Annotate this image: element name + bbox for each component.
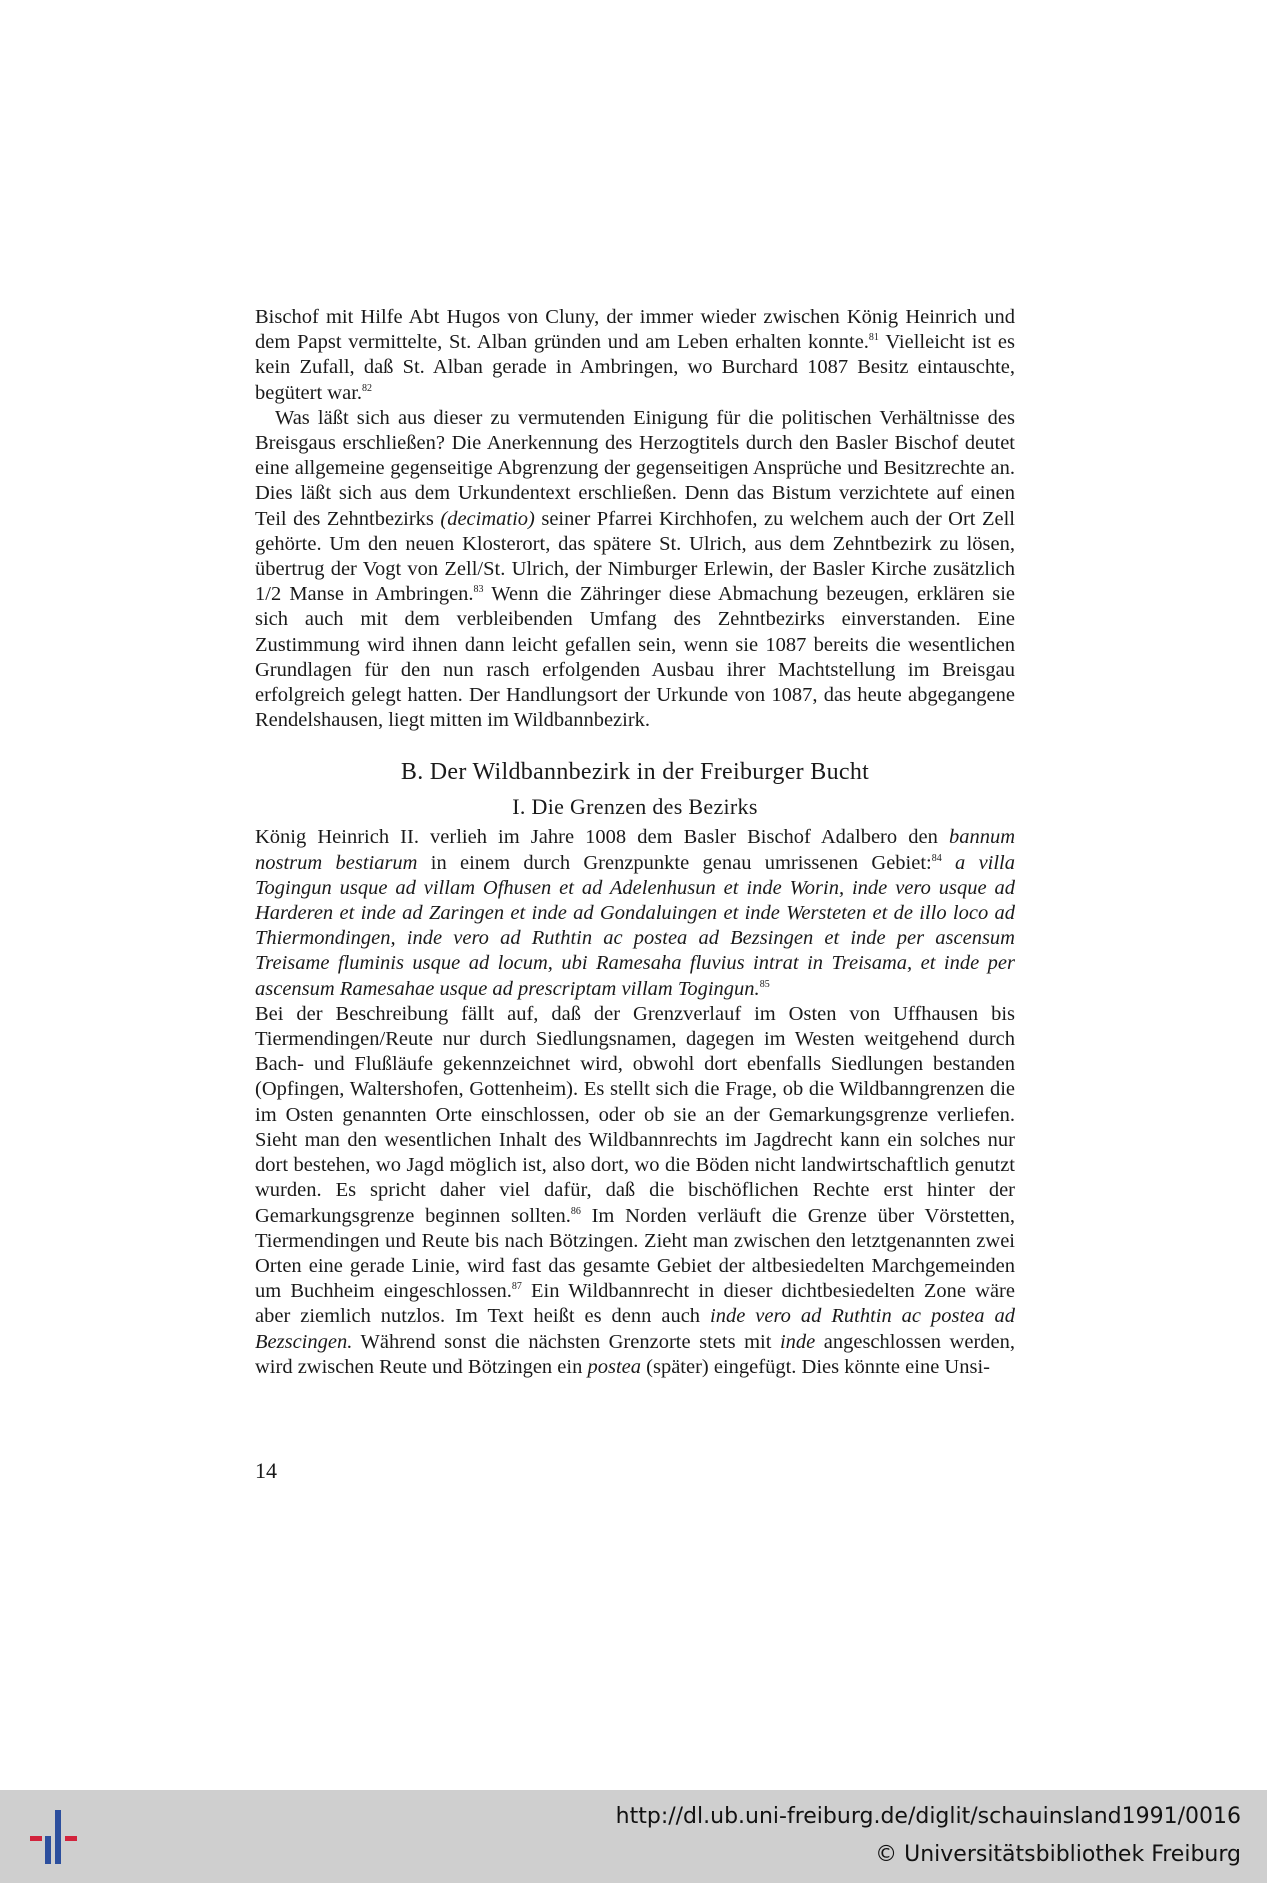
italic-term: (decimatio) [440, 507, 535, 530]
page-number: 14 [255, 1458, 277, 1483]
text-run: angeschlossen werden, wird zwischen Reute und Bötzingen ein [255, 1330, 1016, 1378]
paragraph-4 [255, 1002, 1015, 1380]
text-run: (später) eingefügt. Dies könnte eine Unsi- [641, 1355, 990, 1378]
ub-freiburg-logo-icon[interactable] [30, 1806, 82, 1868]
text-run: Bei der Beschreibung fällt auf, daß der Grenzverlauf im Osten von Uffhausen bis Tiermendingen/Reute nur durch Siedlungsnamen, dagegen im Westen weitgehend durch Bach- und Flußläufe gekennzeichnet wird, obwohl dort ebenfalls Siedlungen bestanden (Opfingen, Waltershofen, Gottenheim). Es stellt sich die Frage, ob die Wildbanngrenzen die im Osten genannten Orte einschlossen, oder ob sie an der Gemarkungsgrenze verliefen. Sieht man den wesentlichen Inhalt des Wildbannrechts im Jagdrecht kann ein solches nur dort bestehen, wo Jagd möglich ist, also dort, wo die Böden nicht landwirtschaftlich genutzt wurden. Es spricht daher viel dafür, daß die bischöflichen Rechte erst hinter der Gemarkungsgrenze beginnen sollten. [255, 1002, 1015, 1227]
italic-term: postea [587, 1355, 642, 1378]
body-text [255, 305, 1015, 1380]
text-run: Wenn die Zähringer diese Abmachung bezeugen, erklären sie sich auch mit dem verbleibenden Umfang des Zehntbezirks einverstanden. Eine Zustimmung wird ihnen dann leicht gefallen sein, wenn sie 1087 bereits die wesentlichen Grundlagen für den nun rasch erfolgenden Ausbau ihrer Machtstellung im Breisgau erfolgreich gelegt hatten. Der Handlungsort der Urkunde von 1087, das heute abgegangene Rendelshausen, liegt mitten im Wildbannbezirk. [255, 583, 1015, 732]
footer-bar [0, 1790, 1267, 1883]
italic-latin: bannum nostrum bestiarum [255, 826, 1015, 874]
text-run: Bischof mit Hilfe Abt Hugos von Cluny, der immer wieder zwischen König Heinrich und dem Papst vermittelte, St. Alban gründen und am Leben erhalten konnte. [255, 306, 1015, 354]
italic-term: inde [779, 1330, 816, 1353]
source-url-link[interactable]: http://dl.ub.uni-freiburg.de/diglit/schauinsland1991/0016 [615, 1804, 1241, 1829]
footnote-ref[interactable]: 84 [931, 852, 942, 864]
footnote-ref[interactable]: 81 [868, 332, 879, 344]
text-run: seiner Pfarrei Kirchhofen, zu welchem auch der Ort Zell gehörte. Um den neuen Klosterort, das spätere St. Ulrich, aus dem Zehntbezirk zu lösen, übertrug der Vogt von Zell/St. Ulrich, der Nimburger Erlewin, der Basler Kirche zusätzlich 1/2 Manse in Ambringen. [255, 507, 1015, 606]
text-run [942, 852, 955, 874]
italic-latin: inde vero ad Ruthtin ac postea ad Bezscingen. [255, 1305, 1015, 1353]
text-run: in einem durch Grenzpunkte genau umrissenen Gebiet: [417, 851, 932, 874]
paragraph-2 [255, 406, 1015, 734]
copyright-notice: © Universitätsbibliothek Freiburg [875, 1842, 1241, 1867]
text-run: Ein Wildbannrecht in dieser dichtbesiedelten Zone wäre aber ziemlich nutzlos. Im Text heißt es denn auch [255, 1280, 1015, 1328]
paragraph-1 [255, 305, 1015, 406]
text-run: Während sonst die nächsten Grenzorte stets mit [352, 1330, 780, 1353]
footnote-ref[interactable]: 87 [511, 1281, 522, 1293]
footnote-ref[interactable]: 85 [759, 978, 770, 990]
text-run: Im Norden verläuft die Grenze über Vörstetten, Tiermendingen und Reute bis nach Bötzingen. Zieht man zwischen den letztgenannten zwei Orten eine gerade Linie, wird fast das gesamte Gebiet der altbesiedelten Marchgemeinden um Buchheim eingeschlossen. [255, 1204, 1015, 1303]
text-run: Was läßt sich aus dieser zu vermutenden Einigung für die politischen Verhältnisse des Breisgaus erschließen? Die Anerkennung des Herzogtitels durch den Basler Bischof deutet eine allgemeine gegenseitige Abgrenzung der gegenseitigen Ansprüche und Besitzrechte an. Dies läßt sich aus dem Urkundentext erschließen. Denn das Bistum verzichtete auf einen Teil des Zehntbezirks [255, 406, 1015, 530]
footnote-ref[interactable]: 86 [570, 1205, 581, 1217]
paragraph-3 [255, 825, 1015, 1001]
italic-latin-quote: a villa Togingun usque ad villam Ofhusen et ad Adelenhusun et inde Worin, inde vero usque ad Harderen et inde ad Zaringen et inde ad Gondaluingen et inde Wersteten et de illo loco ad Thiermondingen, inde vero ad Ruthtin ac postea ad Bezsingen et inde per ascensum Treisame fluminis usque ad locum, ubi Ramesaha fluvius intrat in Treisama, et inde per ascensum Ramesahae usque ad prescriptam villam Togingun. [255, 851, 1016, 1000]
text-run: König Heinrich II. verlieh im Jahre 1008 dem Basler Bischof Adalbero den [255, 826, 949, 849]
section-heading: B. Der Wildbannbezirk in der Freiburger Bucht [400, 759, 870, 786]
text-run: Vielleicht ist es kein Zufall, daß St. Alban gerade in Ambringen, wo Burchard 1087 Besitz eintauschte, begütert war. [255, 331, 1015, 404]
footnote-ref[interactable]: 83 [473, 584, 484, 596]
subsection-heading: I. Die Grenzen des Bezirks [512, 794, 758, 820]
footnote-ref[interactable]: 82 [362, 382, 373, 394]
